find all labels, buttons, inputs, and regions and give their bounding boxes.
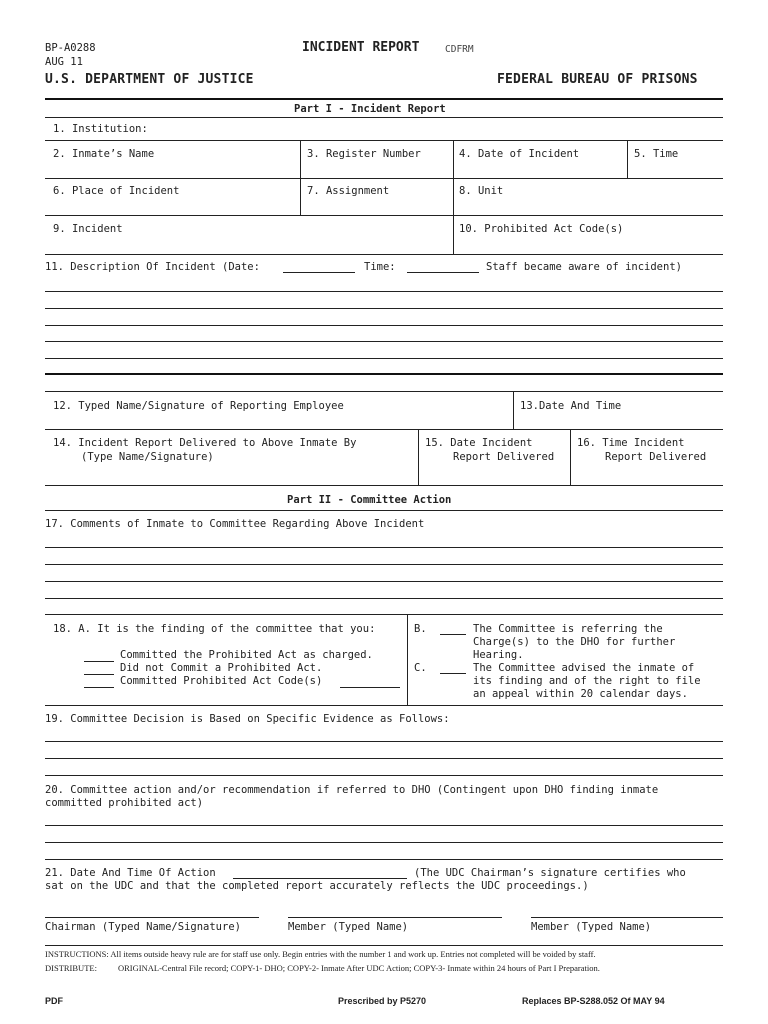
comments-line[interactable] xyxy=(45,581,723,582)
field-assignment[interactable]: 7. Assignment xyxy=(307,185,390,197)
field-date-time-action: 21. Date And Time Of Action xyxy=(45,867,216,879)
option-c-text-2: its finding and of the right to file xyxy=(473,675,701,687)
field-evidence: 19. Committee Decision is Based on Specific Evidence as Follows: xyxy=(45,713,450,725)
part1-heading: Part I - Incident Report xyxy=(294,103,446,115)
description-staff-aware: Staff became aware of incident) xyxy=(486,261,682,273)
field-unit[interactable]: 8. Unit xyxy=(459,185,504,197)
option-b-checkbox[interactable] xyxy=(440,634,466,635)
finding-committed-label: Committed the Prohibited Act as charged. xyxy=(120,649,373,661)
option-b-label: B. xyxy=(414,623,427,635)
field-inmate-name[interactable]: 2. Inmate’s Name xyxy=(53,148,155,160)
field-date-of-incident[interactable]: 4. Date of Incident xyxy=(459,148,580,160)
finding-label: 18. A. It is the finding of the committee that you: xyxy=(53,623,376,635)
field-committee-action: 20. Committee action and/or recommendation if referred to DHO (Contingent upon DHO finding inmate xyxy=(45,784,659,796)
part2-heading: Part II - Committee Action xyxy=(287,494,452,506)
field-date-delivered-sub: Report Delivered xyxy=(453,451,555,463)
field-register-number[interactable]: 3. Register Number xyxy=(307,148,421,160)
field-delivered-by-sub: (Type Name/Signature) xyxy=(81,451,214,463)
distribute-text: ORIGINAL-Central File record; COPY-1- DHO; COPY-2- Inmate After UDC Action; COPY-3- Inmate within 24 hours of Part I Preparation. xyxy=(118,963,600,973)
option-c-label: C. xyxy=(414,662,427,674)
footer-replaces: Replaces BP-S288.052 Of MAY 94 xyxy=(522,996,665,1006)
description-line[interactable] xyxy=(45,325,723,326)
field-description-label: 11. Description Of Incident (Date: xyxy=(45,261,260,273)
evidence-line[interactable] xyxy=(45,741,723,742)
field-committee-action-2: committed prohibited act) xyxy=(45,797,204,809)
form-date: AUG 11 xyxy=(45,56,83,68)
field-date-delivered[interactable]: 15. Date Incident xyxy=(425,437,533,449)
committee-action-line[interactable] xyxy=(45,842,723,843)
title-suffix: CDFRM xyxy=(445,44,474,55)
comments-line[interactable] xyxy=(45,547,723,548)
finding-code-label: Committed Prohibited Act Code(s) xyxy=(120,675,323,687)
field-place-of-incident[interactable]: 6. Place of Incident xyxy=(53,185,180,197)
footer-pdf: PDF xyxy=(45,996,63,1006)
description-line[interactable] xyxy=(45,291,723,292)
description-line[interactable] xyxy=(45,341,723,342)
member1-signature-line[interactable] xyxy=(288,917,502,918)
form-number: BP-A0288 xyxy=(45,42,96,54)
instructions-text: INSTRUCTIONS: All items outside heavy rule are for staff use only. Begin entries with the number 1 and work up. Entries not completed will be voided by staff. xyxy=(45,949,596,959)
field-incident[interactable]: 9. Incident xyxy=(53,223,123,235)
date-time-action-input[interactable] xyxy=(233,878,407,879)
field-time-delivered-sub: Report Delivered xyxy=(605,451,707,463)
description-time-input[interactable] xyxy=(407,272,479,273)
distribute-label: DISTRIBUTE: xyxy=(45,963,97,973)
member1-label: Member (Typed Name) xyxy=(288,921,409,933)
chairman-signature-line[interactable] xyxy=(45,917,259,918)
committee-action-line[interactable] xyxy=(45,825,723,826)
field-delivered-by[interactable]: 14. Incident Report Delivered to Above Inmate By xyxy=(53,437,357,449)
member2-signature-line[interactable] xyxy=(531,917,723,918)
finding-not-committed-checkbox[interactable] xyxy=(84,674,114,675)
description-line[interactable] xyxy=(45,358,723,359)
udc-certification-2: sat on the UDC and that the completed report accurately reflects the UDC proceedings.) xyxy=(45,880,589,892)
page-title: INCIDENT REPORT xyxy=(302,40,420,55)
finding-code-input[interactable] xyxy=(340,687,400,688)
option-c-text-3: an appeal within 20 calendar days. xyxy=(473,688,688,700)
finding-committed-checkbox[interactable] xyxy=(84,661,114,662)
bureau-name: FEDERAL BUREAU OF PRISONS xyxy=(497,72,698,87)
heavy-rule xyxy=(45,373,723,375)
option-b-text-1: The Committee is referring the xyxy=(473,623,663,635)
department-name: U.S. DEPARTMENT OF JUSTICE xyxy=(45,72,254,87)
member2-label: Member (Typed Name) xyxy=(531,921,652,933)
option-b-text-2: Charge(s) to the DHO for further xyxy=(473,636,676,648)
evidence-line[interactable] xyxy=(45,758,723,759)
option-c-text-1: The Committee advised the inmate of xyxy=(473,662,695,674)
finding-code-checkbox[interactable] xyxy=(84,687,114,688)
field-prohibited-act-codes[interactable]: 10. Prohibited Act Code(s) xyxy=(459,223,624,235)
field-reporting-employee[interactable]: 12. Typed Name/Signature of Reporting Employee xyxy=(53,400,344,412)
field-date-and-time[interactable]: 13.Date And Time xyxy=(520,400,622,412)
field-time-delivered[interactable]: 16. Time Incident xyxy=(577,437,685,449)
field-time[interactable]: 5. Time xyxy=(634,148,679,160)
chairman-label: Chairman (Typed Name/Signature) xyxy=(45,921,241,933)
description-date-input[interactable] xyxy=(283,272,355,273)
footer-prescribed: Prescribed by P5270 xyxy=(338,996,427,1006)
comments-line[interactable] xyxy=(45,564,723,565)
description-line[interactable] xyxy=(45,308,723,309)
description-time-label: Time: xyxy=(364,261,396,273)
finding-not-committed-label: Did not Commit a Prohibited Act. xyxy=(120,662,323,674)
comments-line[interactable] xyxy=(45,598,723,599)
option-c-checkbox[interactable] xyxy=(440,673,466,674)
field-institution[interactable]: 1. Institution: xyxy=(53,123,148,135)
udc-certification: (The UDC Chairman’s signature certifies who xyxy=(414,867,686,879)
field-inmate-comments: 17. Comments of Inmate to Committee Regarding Above Incident xyxy=(45,518,425,530)
option-b-text-3: Hearing. xyxy=(473,649,524,661)
